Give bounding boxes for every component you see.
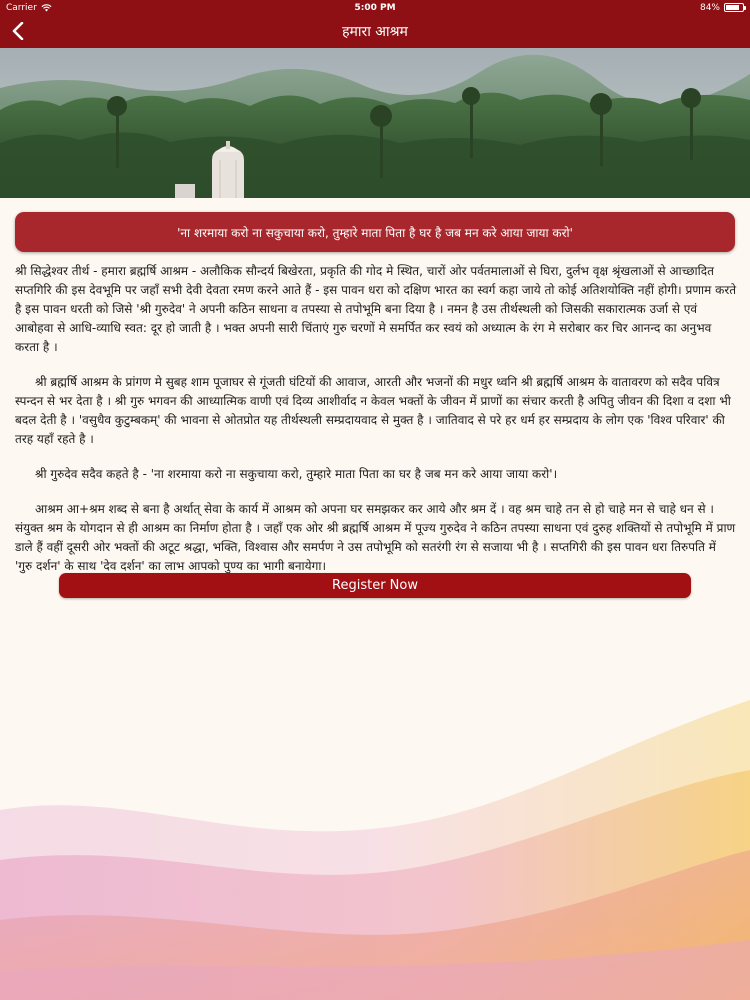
landscape-illustration	[0, 48, 750, 198]
status-time: 5:00 PM	[354, 2, 396, 13]
battery-percent: 84%	[699, 2, 720, 13]
paragraph: श्री गुरुदेव सदैव कहते है - 'ना शरमाया करो ना सकुचाया करो, तुम्हारे माता पिता का घर है जब मन करे आया जाया करो'।	[35, 467, 558, 481]
paragraph: आश्रम आ+श्रम शब्द से बना है अर्थात् सेवा के कार्य में आश्रम को अपना घर समझकर कर आये और श्रम दें । वह श्रम चाहे तन से हो चाहे मन से चाहे धन से । संयुक्त श्रम के योगदान से ही आश्रम का निर्माण होता है । जहाँ एक ओर श्री ब्रह्मर्षि आश्रम में पूज्य गुरुदेव ने कठिन तपस्या साधना एवं दुरुह शक्तियों से तपोभूमि में प्राण डाले हैं वहीं दूसरी ओर भक्तों की अटूट श्रद्धा, भक्ति, विश्वास और समर्पण ने उस तपोभूमि को सतरंगी रंग से सजाया भी है । सप्तगिरी की इस पावन धरा तिरुपति में 'गुरु दर्शन' के साथ 'देव दर्शन' का लाभ आपको पुण्य का भागी बनायेगा।	[15, 502, 736, 573]
back-button[interactable]	[6, 19, 30, 43]
paragraph: श्री ब्रह्मर्षि आश्रम के प्रांगण मे सुबह शाम पूजाघर से गूंजती घंटियों की आवाज, आरती और भजनों की मधुर ध्वनि श्री ब्रह्मर्षि आश्रम के वातावरण को सदैव पवित्र स्पन्दन से भर देता है । श्री गुरु भगवन की आध्यात्मिक वाणी एवं दिव्य आशीर्वाद न केवल भक्तों के जीवन में प्राणों का संचार करती है अपितु जीवन की दिशा व दशा भी बदल देती है । 'वसुधैव कुटुम्बकम्' की भावना से ओतप्रोत यह तीर्थस्थली सम्प्रदायवाद से मुक्त है । जातिवाद से परे हर धर्म हर सम्प्रदाय के लोग एक 'विश्व परिवार' की तरह यहाँ रहते है ।	[15, 375, 731, 446]
carrier-label: Carrier	[6, 2, 37, 13]
page-title: हमारा आश्रम	[342, 24, 408, 40]
wifi-icon	[41, 4, 52, 12]
register-now-button[interactable]: Register Now	[59, 573, 691, 598]
status-left	[6, 3, 52, 13]
ashram-hero-image	[0, 48, 750, 198]
chevron-left-icon	[12, 22, 24, 40]
about-content	[15, 262, 737, 592]
decorative-wave-background	[0, 600, 750, 1000]
status-bar	[0, 0, 750, 15]
paragraph: श्री सिद्धेश्वर तीर्थ - हमारा ब्रह्मर्षि आश्रम - अलौकिक सौन्दर्य बिखेरता, प्रकृति की गोद मे स्थित, चारों ओर पर्वतमालाओं से घिरा, दुर्लभ वृक्ष श्रृंखलाओं से आच्छादित सप्तगिरि की इस देवभूमि पर जहाँ सभी देवी देवता रमण करने आते हैं - इस पावन धरा को दक्षिण भारत का स्वर्ग कहा जाये तो कोई अतिशयोक्ति नहीं होगी। प्रणाम करते है इस पावन धरती को जिसे 'श्री गुरुदेव' ने अपनी कठिन साधना व तपस्या से तपोभूमि बना दिया है । नमन है उस तीर्थस्थली को जिसकी सकारात्मक उर्जा से एवं आबोहवा से आधि-व्याधि स्वत: दूर हो जाती है । भक्त अपनी सारी चिंताएं गुरु चरणों मे समर्पित कर स्वयं को अध्यात्म के रंग मे सरोबार कर चिर आनन्द का अनुभव करता है ।	[15, 264, 737, 354]
nav-bar	[0, 15, 750, 48]
quote-banner	[15, 212, 735, 252]
quote-text: 'ना शरमाया करो ना सकुचाया करो, तुम्हारे माता पिता है घर है जब मन करे आया जाया करो'	[177, 225, 573, 240]
status-right	[700, 3, 744, 13]
battery-icon	[724, 3, 744, 12]
battery-level-fill	[726, 5, 739, 10]
